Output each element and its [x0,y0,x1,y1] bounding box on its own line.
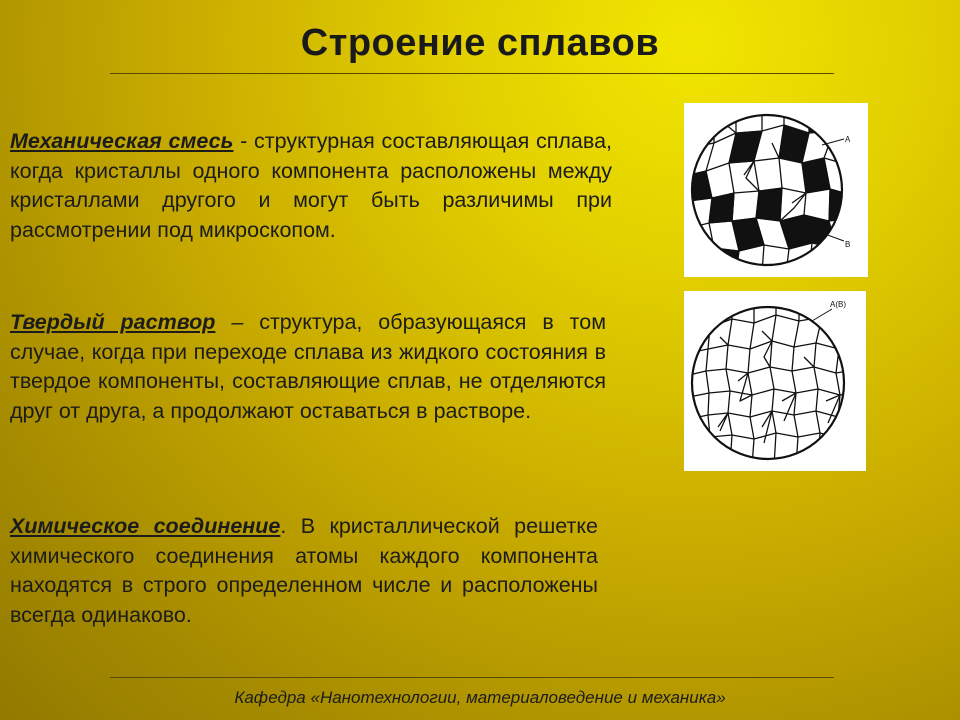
micrograph-solid-solution [684,291,866,471]
definition-solid-solution: – структура, образующаяся в том случае, когда при переходе сплава из жидкого состояния в твердое компоненты, составляющие сплав, не отделяются друг от друга, а продолжают оставаться в растворе. [10,310,607,423]
label-a-b: А(В) [830,300,846,309]
footer-department: Кафедра «Нанотехнологии, материаловедение и механика» [234,688,726,707]
paragraph-chemical-compound [10,512,598,630]
term-solid-solution: Твердый раствор [10,310,216,334]
term-chemical-compound: Химическое соединение [10,514,281,538]
footer-divider [110,677,834,678]
paragraph-solid-solution [10,308,606,426]
label-b: В [845,240,851,249]
paragraph-mechanical-mixture [10,127,612,245]
term-mechanical-mixture: Механическая смесь [10,129,234,153]
title-divider [110,73,834,74]
definition-chemical-compound: . В кристаллической решетке химического соединения атомы каждого компонента находятся в строго определенном числе и расположены всегда одинаково. [10,514,599,627]
micrograph-mechanical-mixture-drawing [684,103,868,277]
definition-mechanical-mixture: - структурная составляющая сплава, когда кристаллы одного компонента расположены между кристаллами другого и могут быть различимы при рассмотрении под микроскопом. [10,129,613,242]
label-a: А [845,135,851,144]
micrograph-solid-solution-drawing [684,291,866,471]
slide-title: Строение сплавов [300,22,660,64]
micrograph-mechanical-mixture [684,103,868,277]
